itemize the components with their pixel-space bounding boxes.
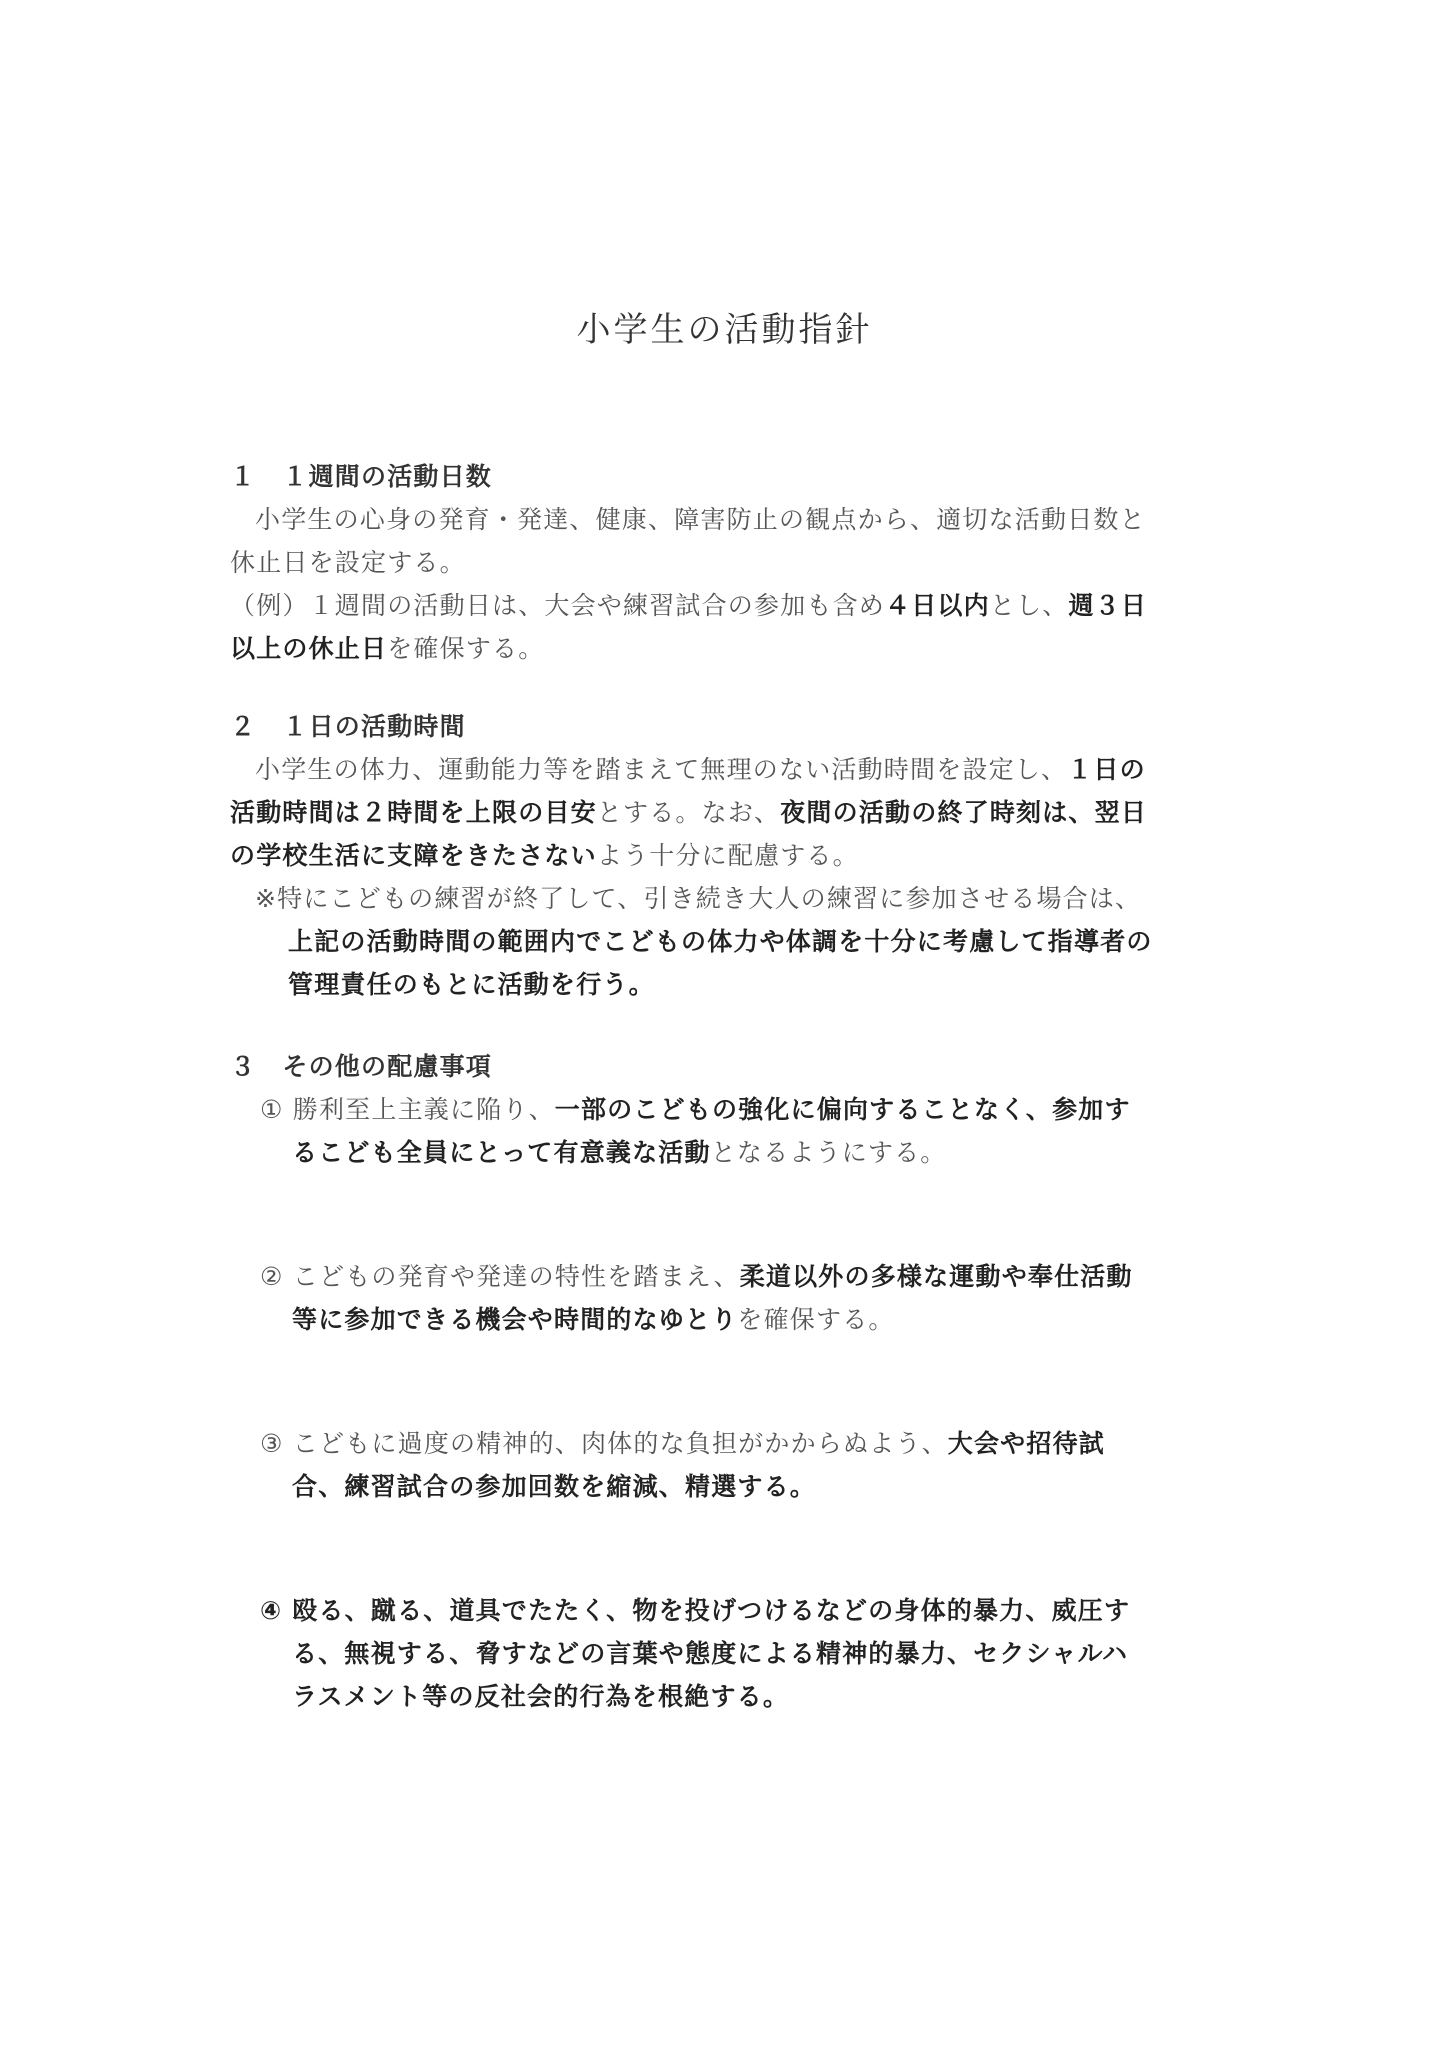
list-item-4-cont: ラスメント等の反社会的行為を根絶する。	[292, 1682, 790, 1711]
list-item-4	[230, 1589, 1240, 1632]
item-number: ①	[260, 1095, 284, 1124]
item-number: ③	[260, 1429, 284, 1458]
list-item-2	[230, 1255, 1240, 1298]
text: とする。なお、	[596, 798, 781, 827]
list-item-1	[230, 1088, 1240, 1131]
example-bold: 以上の休止日	[230, 634, 388, 663]
item-number: ②	[260, 1262, 284, 1291]
text: を確保する。	[737, 1305, 895, 1334]
list-item-2-cont	[230, 1298, 1240, 1341]
section-2	[230, 705, 1240, 1006]
text: よう十分に配慮する。	[596, 841, 859, 870]
section-1-heading: １ １週間の活動日数	[230, 462, 493, 491]
page-title: 小学生の活動指針	[576, 310, 873, 350]
text-bold: 柔道以外の多様な運動や奉仕活動	[739, 1262, 1133, 1291]
text-bold: 大会や招待試	[947, 1429, 1105, 1458]
text-bold: るこども全員にとって有意義な活動	[292, 1138, 711, 1167]
text-bold: 一部のこどもの強化に偏向することなく、参加す	[554, 1095, 1131, 1124]
example-text: （例）１週間の活動日は、大会や練習試合の参加も含め	[230, 591, 886, 620]
item-number: ④	[260, 1596, 283, 1625]
text: となるようにする。	[710, 1138, 947, 1167]
text-bold: 夜間の活動の終了時刻は、翌日	[780, 798, 1148, 827]
example-bold: ４日以内	[885, 591, 990, 620]
list-item-3	[230, 1422, 1240, 1465]
text: こどもの発育や発達の特性を踏まえ、	[283, 1262, 740, 1291]
text-bold: １日の	[1067, 755, 1146, 784]
section-2-note: ※特にこどもの練習が終了して、引き続き大人の練習に参加させる場合は、	[255, 884, 1142, 913]
section-2-line	[230, 791, 1240, 834]
text: 勝利至上主義に陥り、	[283, 1095, 555, 1124]
section-3-heading: ３ その他の配慮事項	[230, 1052, 493, 1081]
section-1-example-cont	[230, 627, 1240, 670]
section-2-line	[230, 748, 1240, 791]
text-bold: 等に参加できる機会や時間的なゆとり	[292, 1305, 738, 1334]
section-1-example	[230, 584, 1240, 627]
section-2-heading: ２ １日の活動時間	[230, 712, 466, 741]
list-item-1-cont	[230, 1131, 1240, 1174]
section-2-note: 管理責任のもとに活動を行う。	[288, 970, 655, 999]
list-item-3-cont: 合、練習試合の参加回数を縮減、精選する。	[292, 1472, 817, 1501]
section-2-note: 上記の活動時間の範囲内でこどもの体力や体調を十分に考慮して指導者の	[288, 927, 1153, 956]
example-text: を確保する。	[387, 634, 545, 663]
example-bold: 週３日	[1068, 591, 1148, 620]
section-1-paragraph-line: 小学生の心身の発育・発達、健康、障害防止の観点から、適切な活動日数と	[255, 505, 1146, 534]
text-bold: 殴る、蹴る、道具でたたく、物を投げつけるなどの身体的暴力、威圧す	[282, 1596, 1131, 1625]
section-1-paragraph-line: 休止日を設定する。	[230, 548, 466, 577]
list-item-4-cont: る、無視する、脅すなどの言葉や態度による精神的暴力、セクシャルハ	[292, 1639, 1129, 1668]
section-2-line	[230, 834, 1240, 877]
section-1	[230, 455, 1240, 670]
text-bold: の学校生活に支障をきたさない	[230, 841, 597, 870]
section-3	[230, 1045, 1240, 1718]
text: 小学生の体力、運動能力等を踏まえて無理のない活動時間を設定し、	[255, 755, 1068, 784]
example-text: とし、	[989, 591, 1069, 620]
text-bold: 活動時間は２時間を上限の目安	[230, 798, 597, 827]
text: こどもに過度の精神的、肉体的な負担がかからぬよう、	[283, 1429, 948, 1458]
